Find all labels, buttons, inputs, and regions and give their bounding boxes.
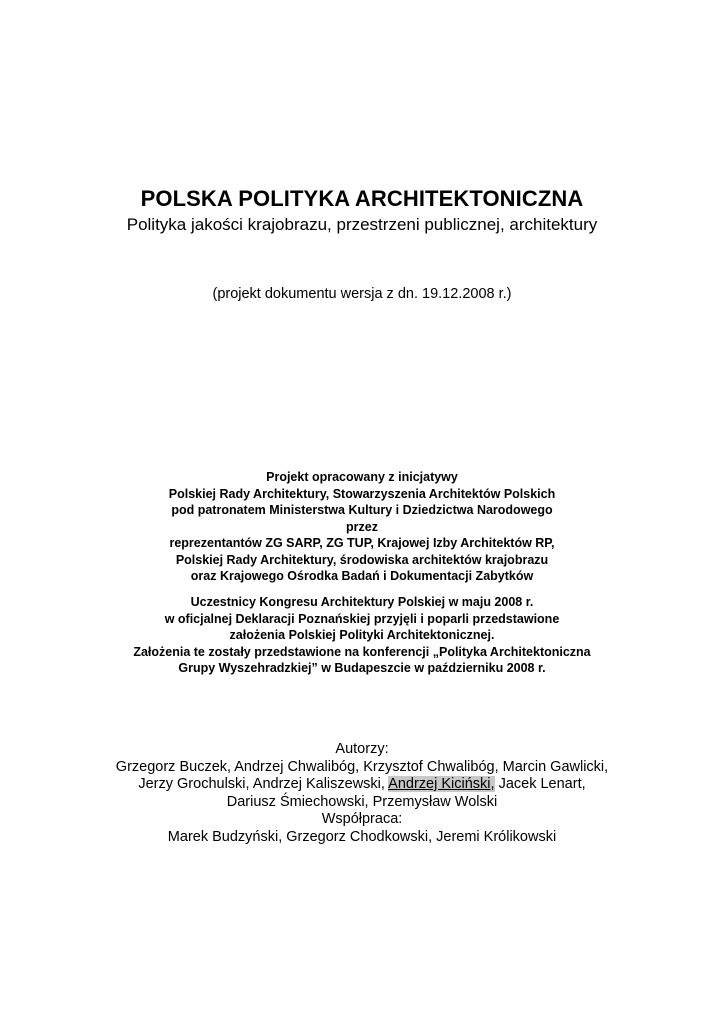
authors-line	[0, 776, 724, 794]
initiative-line: oraz Krajowego Ośrodka Badań i Dokumentacji Zabytków	[190, 569, 534, 583]
document-subtitle: Polityka jakości krajobrazu, przestrzeni publicznej, architektury	[126, 215, 598, 234]
congress-block	[0, 594, 724, 677]
authors-line: Dariusz Śmiechowski, Przemysław Wolski	[226, 793, 498, 810]
authors-block	[0, 741, 724, 846]
initiative-line: reprezentantów ZG SARP, ZG TUP, Krajowej Izby Architektów RP,	[169, 536, 555, 550]
authors-text: Jerzy Grochulski, Andrzej Kaliszewski,	[138, 776, 389, 792]
congress-line: Założenia te zostały przedstawione na konferencji „Polityka Architektoniczna	[133, 644, 591, 659]
congress-line: założenia Polskiej Polityki Architektonicznej.	[229, 628, 495, 642]
initiative-line: Polskiej Rady Architektury, Stowarzyszenia Architektów Polskich	[168, 486, 556, 501]
version-note: (projekt dokumentu wersja z dn. 19.12.2008 r.)	[212, 286, 512, 302]
cooperation-heading: Współpraca:	[321, 811, 403, 827]
initiative-block	[0, 469, 724, 585]
highlighted-author: Andrzej Kiciński,	[388, 776, 495, 792]
document-title: POLSKA POLITYKA ARCHITEKTONICZNA	[140, 186, 584, 211]
cooperation-line: Marek Budzyński, Grzegorz Chodkowski, Jeremi Królikowski	[167, 828, 557, 845]
congress-line: Uczestnicy Kongresu Architektury Polskiej w maju 2008 r.	[190, 595, 534, 609]
initiative-line: pod patronatem Ministerstwa Kultury i Dziedzictwa Narodowego	[171, 503, 553, 517]
authors-text: Jacek Lenart,	[494, 776, 586, 792]
congress-line: w oficjalnej Deklaracji Poznańskiej przyjęli i poparli przedstawione	[164, 611, 560, 626]
authors-line: Grzegorz Buczek, Andrzej Chwalibóg, Krzysztof Chwalibóg, Marcin Gawlicki,	[115, 758, 609, 775]
authors-heading: Autorzy:	[335, 741, 389, 757]
congress-line: Grupy Wyszehradzkiej” w Budapeszcie w październiku 2008 r.	[178, 661, 546, 675]
initiative-line: przez	[346, 519, 378, 534]
initiative-line: Projekt opracowany z inicjatywy	[266, 470, 458, 484]
initiative-line: Polskiej Rady Architektury, środowiska architektów krajobrazu	[175, 552, 549, 567]
